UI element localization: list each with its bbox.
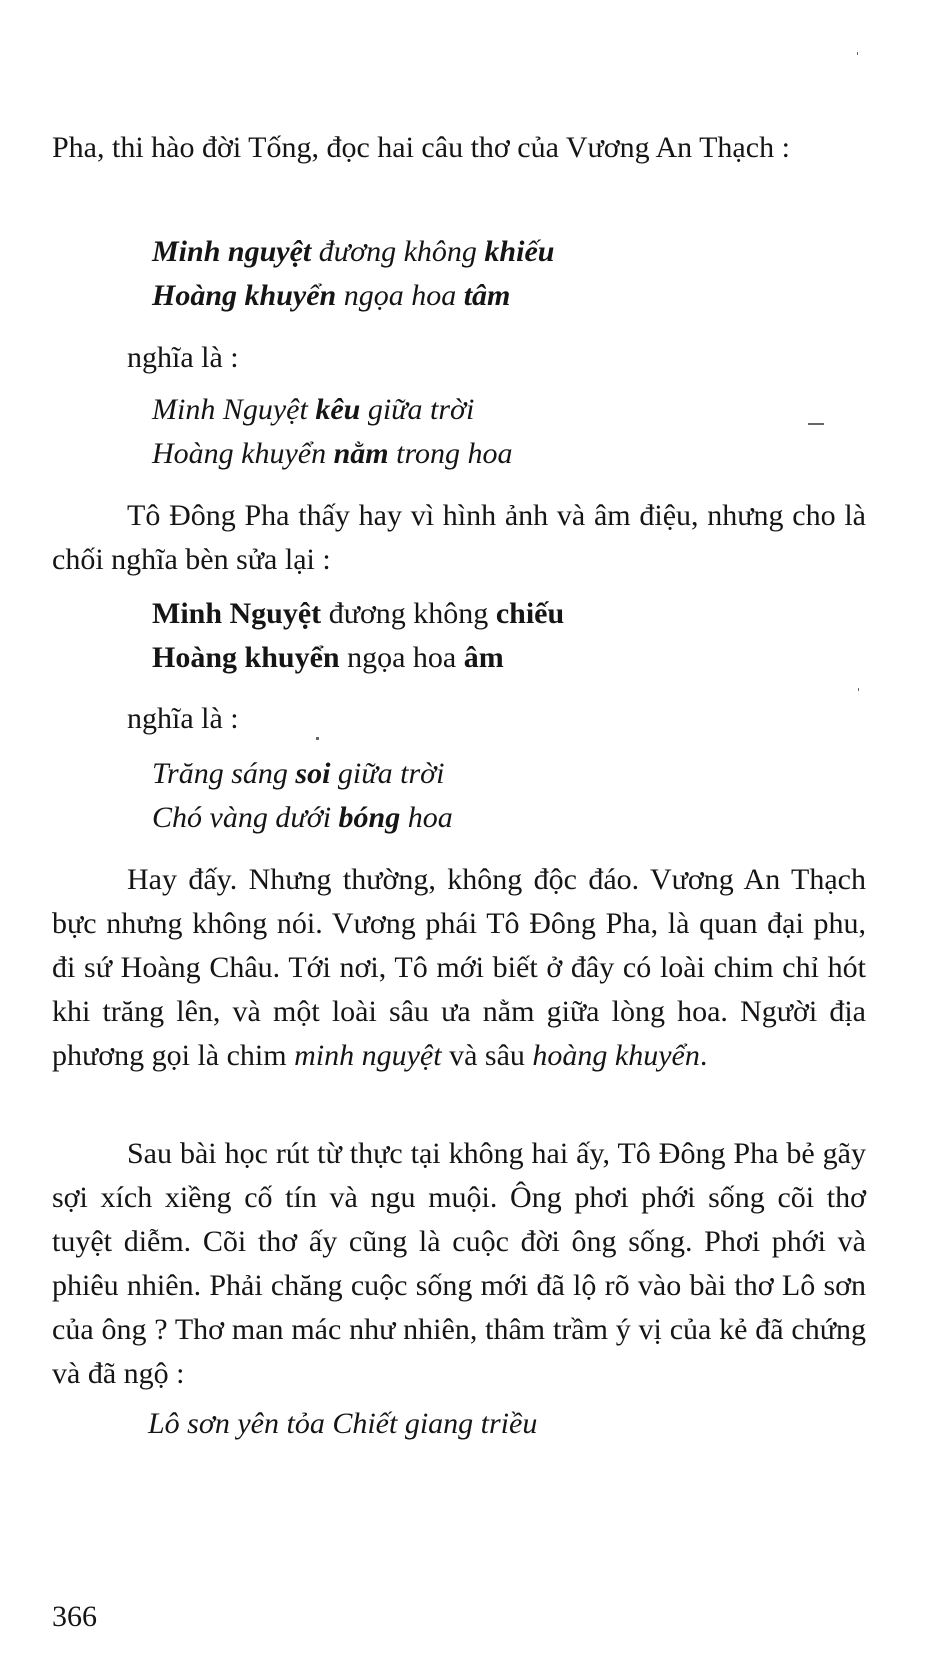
text-run: hoàng khuyển <box>532 1039 700 1072</box>
text-run: Hoàng khuyển <box>152 437 334 470</box>
verse-lo-son <box>148 1402 537 1446</box>
text-run: Hoàng khuyển <box>152 279 337 312</box>
text-run: trong hoa <box>388 437 513 470</box>
text-run: đương không <box>321 597 496 630</box>
text-run: ngọa hoa <box>336 279 464 312</box>
verse-line <box>152 274 554 318</box>
verse-line <box>152 752 453 796</box>
label-meaning-1: nghĩa là : <box>127 341 239 374</box>
text-run: ngọa hoa <box>339 641 464 674</box>
text-run: hoa <box>400 801 453 834</box>
verse-line <box>152 230 554 274</box>
text-run: và sâu <box>441 1039 533 1072</box>
text-run: Lô sơn yên tỏa Chiết giang triều <box>148 1407 538 1440</box>
paragraph-revision <box>52 494 866 582</box>
text-run: Sau bài học rút từ thực tại không hai ấy, Tô Đông Pha bẻ gãy sợi xích xiềng cố tín và ngu muội. Ông phơi phới sống cõi thơ tuyệt diễm. Cõi thơ ấy cũng là cuộc đời ông sống. Phơi phới và phiêu nhiên. Phải chăng cuộc sống mới đã lộ rõ vào bài thơ Lô sơn của ông ? Thơ man mác như nhiên, thâm trầm ý vị của kẻ đã chứng và đã ngộ : <box>52 1137 866 1390</box>
verse-line <box>152 592 564 636</box>
scan-speck <box>808 423 824 425</box>
scan-speck <box>857 52 858 55</box>
scan-speck <box>858 688 859 691</box>
text-run: Chó vàng dưới <box>152 801 339 834</box>
text-run: âm <box>463 641 504 674</box>
text-run: Trăng sáng <box>152 757 296 790</box>
text-run: Hoàng khuyển <box>152 641 340 674</box>
text-run: Minh Nguyệt <box>152 393 316 426</box>
text-run: giữa trời <box>330 757 445 790</box>
text-run: đương không <box>311 235 485 268</box>
verse-line <box>152 636 564 680</box>
verse-line <box>152 796 453 840</box>
text-run: giữa trời <box>360 393 475 426</box>
verse-translation-1 <box>152 388 513 476</box>
verse-line <box>152 388 513 432</box>
verse-revised-han-viet <box>152 592 564 680</box>
page-number: 366 <box>52 1600 97 1633</box>
verse-line <box>152 432 513 476</box>
text-run: soi <box>295 757 331 790</box>
paragraph-huangzhou <box>52 858 866 1078</box>
text-run: Tô Đông Pha thấy hay vì hình ảnh và âm điệu, nhưng cho là chối nghĩa bèn sửa lại : <box>52 499 866 576</box>
text-run: chiếu <box>495 597 565 630</box>
text-run: kêu <box>315 393 361 426</box>
verse-translation-2 <box>152 752 453 840</box>
text-run: Pha, thi hào đời Tống, đọc hai câu thơ của Vương An Thạch : <box>52 131 790 164</box>
text-run: khiếu <box>484 235 555 268</box>
scan-speck <box>316 737 319 740</box>
text-run: . <box>699 1039 708 1072</box>
verse-original-han-viet <box>152 230 554 318</box>
label-meaning-2: nghĩa là : <box>127 702 239 735</box>
text-run: bóng <box>338 801 401 834</box>
text-run: tâm <box>463 279 511 312</box>
text-run: Minh nguyệt <box>152 235 312 268</box>
text-run: Minh Nguyệt <box>152 597 322 630</box>
text-run: nằm <box>333 437 389 470</box>
paragraph-intro <box>52 126 866 170</box>
paragraph-lo-son <box>52 1132 866 1396</box>
text-run: minh nguyệt <box>294 1039 442 1072</box>
verse-line <box>148 1402 537 1446</box>
text-run: Hay đấy. Nhưng thường, không độc đáo. Vương An Thạch bực nhưng không nói. Vương phái Tô Đông Pha, là quan đại phu, đi sứ Hoàng Châu. Tới nơi, Tô mới biết ở đây có loài chim chỉ hót khi trăng lên, và một loài sâu ưa nằm giữa lòng hoa. Người địa phương gọi là chim <box>52 863 866 1072</box>
